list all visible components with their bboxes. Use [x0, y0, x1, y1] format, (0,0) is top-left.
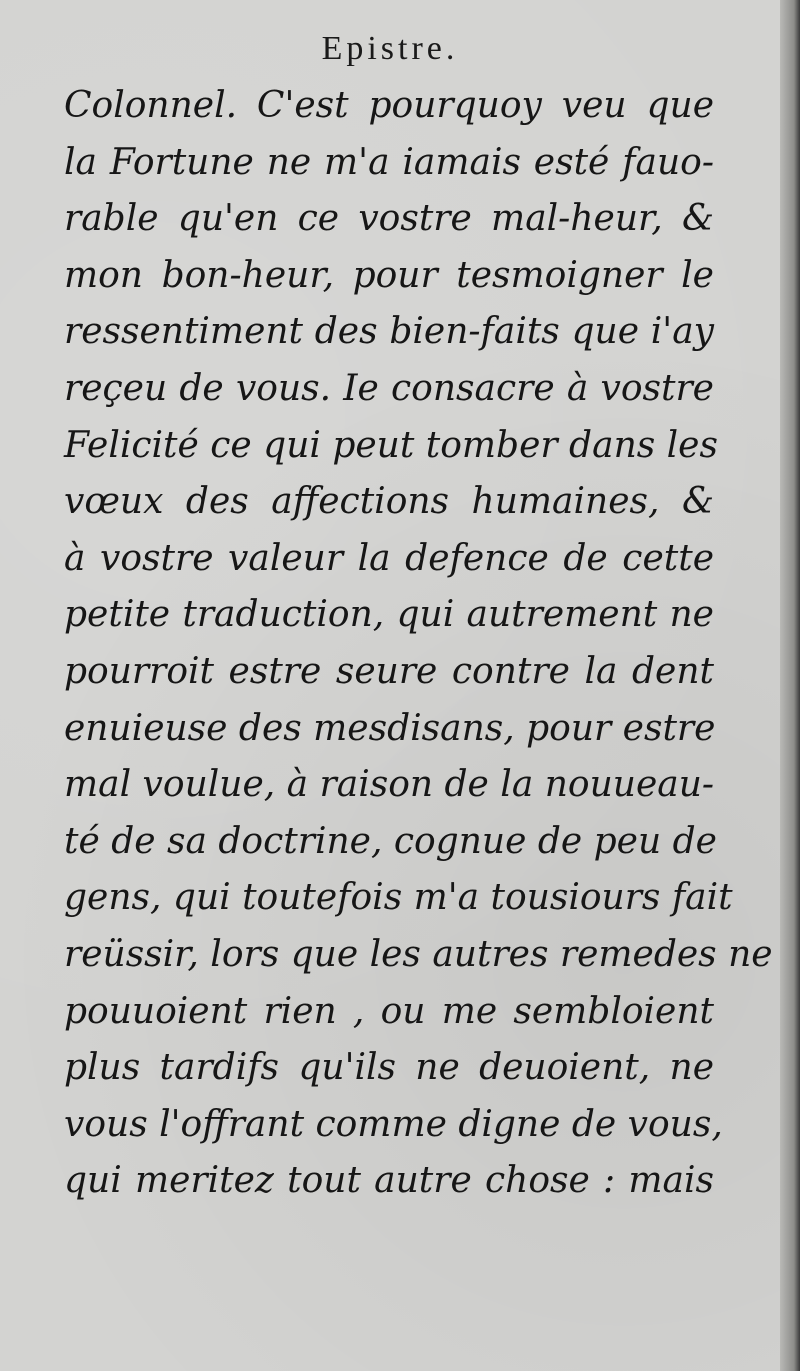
text-line: té de sa doctrine, cognue de peu de: [64, 820, 717, 862]
text-line: qui meritez tout autre chose : mais: [64, 1160, 714, 1202]
text-line: gens, qui toutefois m'a tousiours fait: [64, 877, 733, 919]
text-line: pouuoient rien , ou me sembloient: [64, 990, 714, 1032]
text-line: ressentiment des bien-faits que i'ay: [64, 311, 714, 353]
text-line: vous l'offrant comme digne de vous,: [64, 1103, 723, 1145]
text-line: mon bon-heur, pour tesmoigner le: [64, 254, 714, 296]
text-line: mal voulue, à raison de la nouueau-: [64, 764, 715, 806]
text-line: enuieuse des mesdisans, pour estre: [64, 707, 716, 749]
running-head: Epistre.: [321, 30, 459, 67]
text-line: Felicité ce qui peut tomber dans les: [64, 424, 718, 466]
text-line: pourroit estre seure contre la dent: [64, 650, 714, 692]
text-line: rable qu'en ce vostre mal-heur, &: [64, 198, 714, 240]
text-line: vœux des affections humaines, &: [64, 481, 714, 523]
text-line: la Fortune ne m'a iamais esté fauo-: [64, 141, 714, 183]
text-line: plus tardifs qu'ils ne deuoient, ne: [64, 1047, 714, 1089]
text-line: à vostre valeur la defence de cette: [64, 537, 714, 579]
text-line: petite traduction, qui autrement ne: [64, 594, 714, 636]
page-edge-shadow: [780, 0, 800, 1371]
text-line: reçeu de vous. Ie consacre à vostre: [64, 367, 714, 409]
text-line: reüssir, lors que les autres remedes ne: [64, 933, 773, 975]
page-body-text: [64, 78, 773, 1210]
text-line: Colonnel. C'est pourquoy veu que: [64, 85, 714, 126]
